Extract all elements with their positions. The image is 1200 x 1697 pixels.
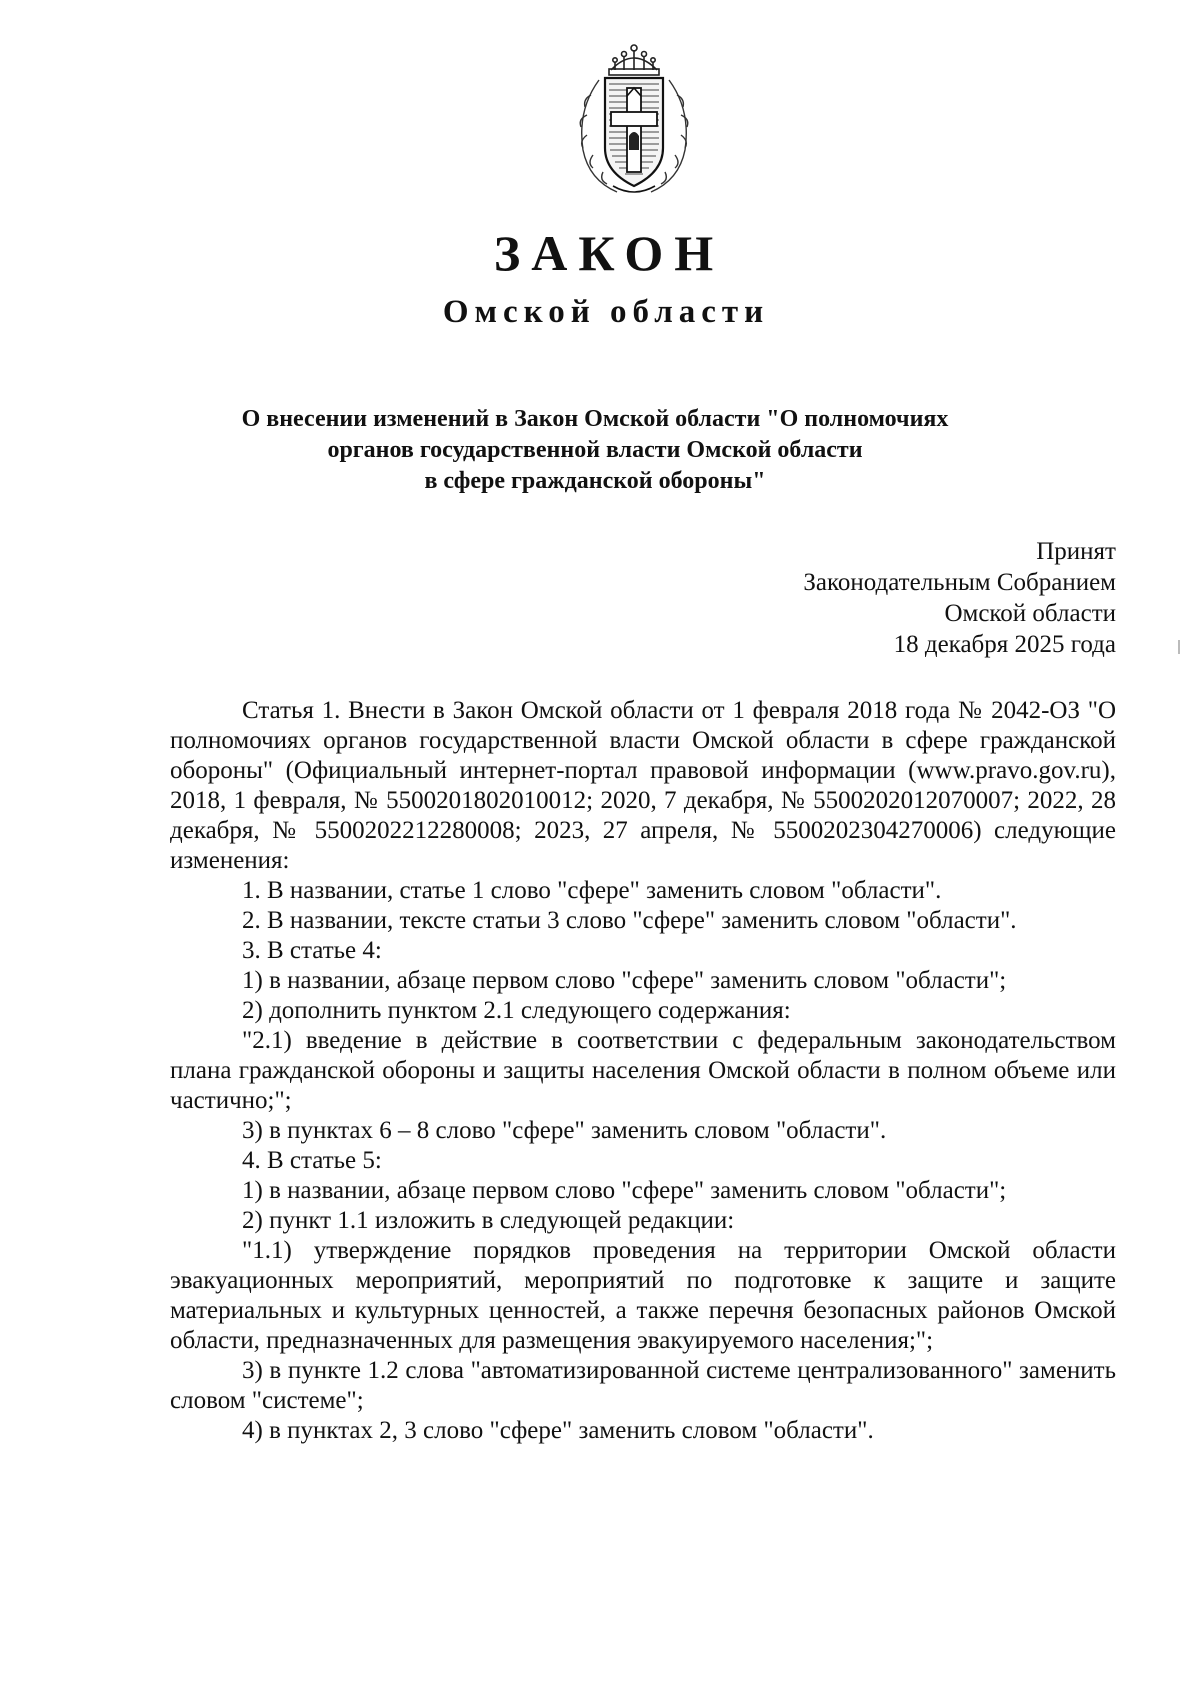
list-item: 4. В статье 5: — [242, 1147, 382, 1174]
list-item: 2. В названии, тексте статьи 3 слово "сфере" заменить словом "области". — [242, 907, 1017, 934]
list-item: 3. В статье 4: — [242, 937, 382, 964]
list-item: 3) в пункте 1.2 слова "автоматизированной системе централизованного" заменить словом "системе"; — [170, 1357, 1116, 1414]
list-item: 1) в названии, абзаце первом слово "сфере" заменить словом "области"; — [242, 1177, 1007, 1204]
law-subject-heading — [150, 404, 1040, 497]
list-item: 2) пункт 1.1 изложить в следующей редакции: — [242, 1207, 735, 1234]
adoption-block — [803, 536, 1116, 660]
list-item: 3) в пунктах 6 – 8 слово "сфере" заменить словом "области". — [242, 1117, 887, 1144]
scan-mark — [1178, 640, 1180, 654]
subject-line: О внесении изменений в Закон Омской области "О полномочиях — [241, 406, 949, 432]
document-subtitle: Омской области — [442, 294, 770, 330]
coat-of-arms-emblem — [569, 40, 699, 200]
law-body — [170, 696, 1116, 1446]
subject-line: в сфере гражданской обороны" — [424, 468, 766, 494]
document-title: ЗАКОН — [493, 225, 725, 281]
list-item: 1. В названии, статье 1 слово "сфере" заменить словом "области". — [242, 877, 942, 904]
list-item: 4) в пунктах 2, 3 слово "сфере" заменить словом "области". — [242, 1417, 874, 1444]
list-item: "1.1) утверждение порядков проведения на территории Омской области эвакуационных мероприятий, мероприятий по подготовке к защите и защите материальных и культурных ценностей, а также перечня безопасных районов Омской области, предназначенных для размещения эвакуируемого населения;"; — [170, 1237, 1116, 1354]
adoption-line: Принят — [1036, 538, 1116, 565]
list-item: 1) в названии, абзаце первом слово "сфере" заменить словом "области"; — [242, 967, 1007, 994]
article-1-paragraph: Статья 1. Внести в Закон Омской области от 1 февраля 2018 года № 2042-ОЗ "О полномочиях органов государственной власти Омской области в сфере гражданской обороны" (Официальный интернет-портал правовой информации (www.pravo.gov.ru), 2018, 1 февраля, № 5500201802010012; 2020, 7 декабря, № 5500202012070007; 2022, 28 декабря, № 5500202212280008; 2023, 27 апреля, № 5500202304270006) следующие изменения: — [170, 697, 1116, 874]
list-item: 2) дополнить пунктом 2.1 следующего содержания: — [242, 997, 791, 1024]
adoption-line: Законодательным Собранием — [803, 569, 1116, 596]
list-item: "2.1) введение в действие в соответствии с федеральным законодательством плана гражданской обороны и защиты населения Омской области в полном объеме или частично;"; — [170, 1027, 1116, 1114]
subject-line: органов государственной власти Омской области — [327, 437, 863, 463]
adoption-line: Омской области — [944, 600, 1116, 627]
adoption-date: 18 декабря 2025 года — [893, 631, 1116, 658]
